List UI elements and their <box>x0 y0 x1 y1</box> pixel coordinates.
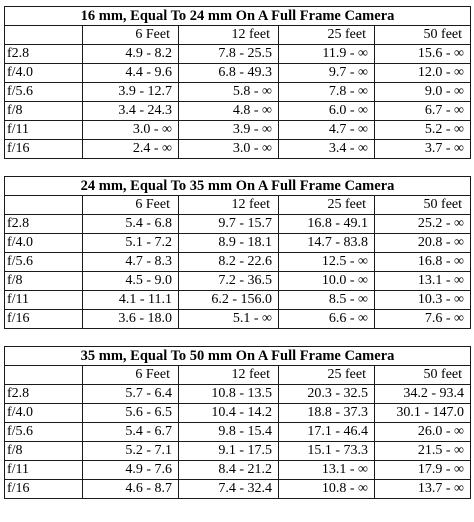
dof-cell: 7.2 - 36.5 <box>179 272 279 291</box>
table-row <box>5 461 471 480</box>
aperture-cell: f/5.6 <box>5 423 83 442</box>
dof-cell: 5.6 - 6.5 <box>83 404 179 423</box>
dof-cell: 16.8 - ∞ <box>375 253 471 272</box>
dof-cell: 4.7 - ∞ <box>279 121 375 140</box>
aperture-column-header <box>5 26 83 45</box>
dof-cell: 20.3 - 32.5 <box>279 385 375 404</box>
dof-cell: 17.9 - ∞ <box>375 461 471 480</box>
dof-cell: 15.6 - ∞ <box>375 45 471 64</box>
table-row <box>5 423 471 442</box>
aperture-cell: f/4.0 <box>5 404 83 423</box>
table-row <box>5 253 471 272</box>
aperture-cell: f/4.0 <box>5 64 83 83</box>
dof-cell: 9.7 - ∞ <box>279 64 375 83</box>
dof-cell: 9.1 - 17.5 <box>179 442 279 461</box>
dof-cell: 5.8 - ∞ <box>179 83 279 102</box>
aperture-cell: f/11 <box>5 291 83 310</box>
dof-cell: 7.8 - 25.5 <box>179 45 279 64</box>
table-row <box>5 442 471 461</box>
table-title: 35 mm, Equal To 50 mm On A Full Frame Camera <box>5 347 471 366</box>
column-header-row <box>5 366 471 385</box>
column-header: 12 feet <box>179 26 279 45</box>
table-row <box>5 310 471 329</box>
dof-cell: 4.9 - 8.2 <box>83 45 179 64</box>
dof-cell: 15.1 - 73.3 <box>279 442 375 461</box>
column-header-row <box>5 196 471 215</box>
dof-cell: 4.8 - ∞ <box>179 102 279 121</box>
dof-cell: 5.1 - ∞ <box>179 310 279 329</box>
dof-cell: 5.1 - 7.2 <box>83 234 179 253</box>
dof-cell: 9.0 - ∞ <box>375 83 471 102</box>
dof-cell: 5.4 - 6.7 <box>83 423 179 442</box>
table-row <box>5 121 471 140</box>
dof-cell: 21.5 - ∞ <box>375 442 471 461</box>
dof-cell: 13.7 - ∞ <box>375 480 471 499</box>
dof-cell: 10.0 - ∞ <box>279 272 375 291</box>
dof-cell: 20.8 - ∞ <box>375 234 471 253</box>
dof-cell: 2.4 - ∞ <box>83 140 179 159</box>
column-header: 12 feet <box>179 366 279 385</box>
dof-cell: 3.0 - ∞ <box>83 121 179 140</box>
dof-cell: 6.7 - ∞ <box>375 102 471 121</box>
column-header: 50 feet <box>375 196 471 215</box>
dof-cell: 5.7 - 6.4 <box>83 385 179 404</box>
aperture-cell: f2.8 <box>5 45 83 64</box>
dof-cell: 4.9 - 7.6 <box>83 461 179 480</box>
aperture-cell: f/11 <box>5 461 83 480</box>
dof-cell: 6.0 - ∞ <box>279 102 375 121</box>
table-row <box>5 291 471 310</box>
dof-cell: 4.6 - 8.7 <box>83 480 179 499</box>
aperture-cell: f/4.0 <box>5 234 83 253</box>
dof-cell: 3.9 - 12.7 <box>83 83 179 102</box>
dof-cell: 5.4 - 6.8 <box>83 215 179 234</box>
table-row <box>5 404 471 423</box>
dof-cell: 11.9 - ∞ <box>279 45 375 64</box>
dof-cell: 3.6 - 18.0 <box>83 310 179 329</box>
aperture-cell: f/8 <box>5 102 83 121</box>
dof-cell: 25.2 - ∞ <box>375 215 471 234</box>
column-header: 50 feet <box>375 366 471 385</box>
table-title-row <box>5 177 471 196</box>
dof-cell: 14.7 - 83.8 <box>279 234 375 253</box>
table-row <box>5 83 471 102</box>
dof-cell: 10.4 - 14.2 <box>179 404 279 423</box>
table-title-row <box>5 7 471 26</box>
dof-cell: 12.5 - ∞ <box>279 253 375 272</box>
dof-cell: 7.4 - 32.4 <box>179 480 279 499</box>
table-row <box>5 272 471 291</box>
dof-cell: 7.8 - ∞ <box>279 83 375 102</box>
aperture-cell: f2.8 <box>5 385 83 404</box>
dof-cell: 30.1 - 147.0 <box>375 404 471 423</box>
table-row <box>5 102 471 121</box>
column-header: 25 feet <box>279 366 375 385</box>
dof-cell: 10.3 - ∞ <box>375 291 471 310</box>
dof-cell: 13.1 - ∞ <box>375 272 471 291</box>
aperture-cell: f/8 <box>5 272 83 291</box>
dof-cell: 6.8 - 49.3 <box>179 64 279 83</box>
aperture-cell: f/16 <box>5 480 83 499</box>
dof-cell: 17.1 - 46.4 <box>279 423 375 442</box>
column-header-row <box>5 26 471 45</box>
table-title: 16 mm, Equal To 24 mm On A Full Frame Camera <box>5 7 471 26</box>
table-row <box>5 215 471 234</box>
dof-cell: 8.4 - 21.2 <box>179 461 279 480</box>
column-header: 25 feet <box>279 196 375 215</box>
table-row <box>5 385 471 404</box>
dof-cell: 3.9 - ∞ <box>179 121 279 140</box>
dof-cell: 5.2 - 7.1 <box>83 442 179 461</box>
dof-table-24mm <box>4 176 471 329</box>
aperture-cell: f/5.6 <box>5 253 83 272</box>
dof-cell: 9.7 - 15.7 <box>179 215 279 234</box>
table-row <box>5 45 471 64</box>
aperture-cell: f/16 <box>5 140 83 159</box>
dof-cell: 7.6 - ∞ <box>375 310 471 329</box>
column-header: 12 feet <box>179 196 279 215</box>
dof-table-35mm <box>4 346 471 499</box>
aperture-cell: f2.8 <box>5 215 83 234</box>
dof-cell: 12.0 - ∞ <box>375 64 471 83</box>
dof-cell: 18.8 - 37.3 <box>279 404 375 423</box>
aperture-column-header <box>5 196 83 215</box>
aperture-cell: f/16 <box>5 310 83 329</box>
dof-cell: 10.8 - 13.5 <box>179 385 279 404</box>
column-header: 50 feet <box>375 26 471 45</box>
dof-cell: 13.1 - ∞ <box>279 461 375 480</box>
dof-cell: 3.4 - ∞ <box>279 140 375 159</box>
column-header: 25 feet <box>279 26 375 45</box>
aperture-cell: f/8 <box>5 442 83 461</box>
dof-cell: 8.9 - 18.1 <box>179 234 279 253</box>
dof-cell: 3.4 - 24.3 <box>83 102 179 121</box>
dof-cell: 8.5 - ∞ <box>279 291 375 310</box>
table-row <box>5 140 471 159</box>
table-title: 24 mm, Equal To 35 mm On A Full Frame Camera <box>5 177 471 196</box>
aperture-column-header <box>5 366 83 385</box>
dof-table-16mm <box>4 6 471 159</box>
dof-cell: 6.6 - ∞ <box>279 310 375 329</box>
dof-cell: 6.2 - 156.0 <box>179 291 279 310</box>
table-title-row <box>5 347 471 366</box>
dof-cell: 4.1 - 11.1 <box>83 291 179 310</box>
column-header: 6 Feet <box>83 26 179 45</box>
aperture-cell: f/11 <box>5 121 83 140</box>
dof-cell: 4.5 - 9.0 <box>83 272 179 291</box>
table-row <box>5 234 471 253</box>
dof-cell: 16.8 - 49.1 <box>279 215 375 234</box>
dof-cell: 8.2 - 22.6 <box>179 253 279 272</box>
table-row <box>5 480 471 499</box>
column-header: 6 Feet <box>83 366 179 385</box>
dof-cell: 4.4 - 9.6 <box>83 64 179 83</box>
column-header: 6 Feet <box>83 196 179 215</box>
table-row <box>5 64 471 83</box>
dof-cell: 9.8 - 15.4 <box>179 423 279 442</box>
dof-cell: 10.8 - ∞ <box>279 480 375 499</box>
aperture-cell: f/5.6 <box>5 83 83 102</box>
dof-cell: 34.2 - 93.4 <box>375 385 471 404</box>
dof-cell: 26.0 - ∞ <box>375 423 471 442</box>
dof-cell: 3.0 - ∞ <box>179 140 279 159</box>
dof-cell: 3.7 - ∞ <box>375 140 471 159</box>
dof-cell: 5.2 - ∞ <box>375 121 471 140</box>
dof-cell: 4.7 - 8.3 <box>83 253 179 272</box>
